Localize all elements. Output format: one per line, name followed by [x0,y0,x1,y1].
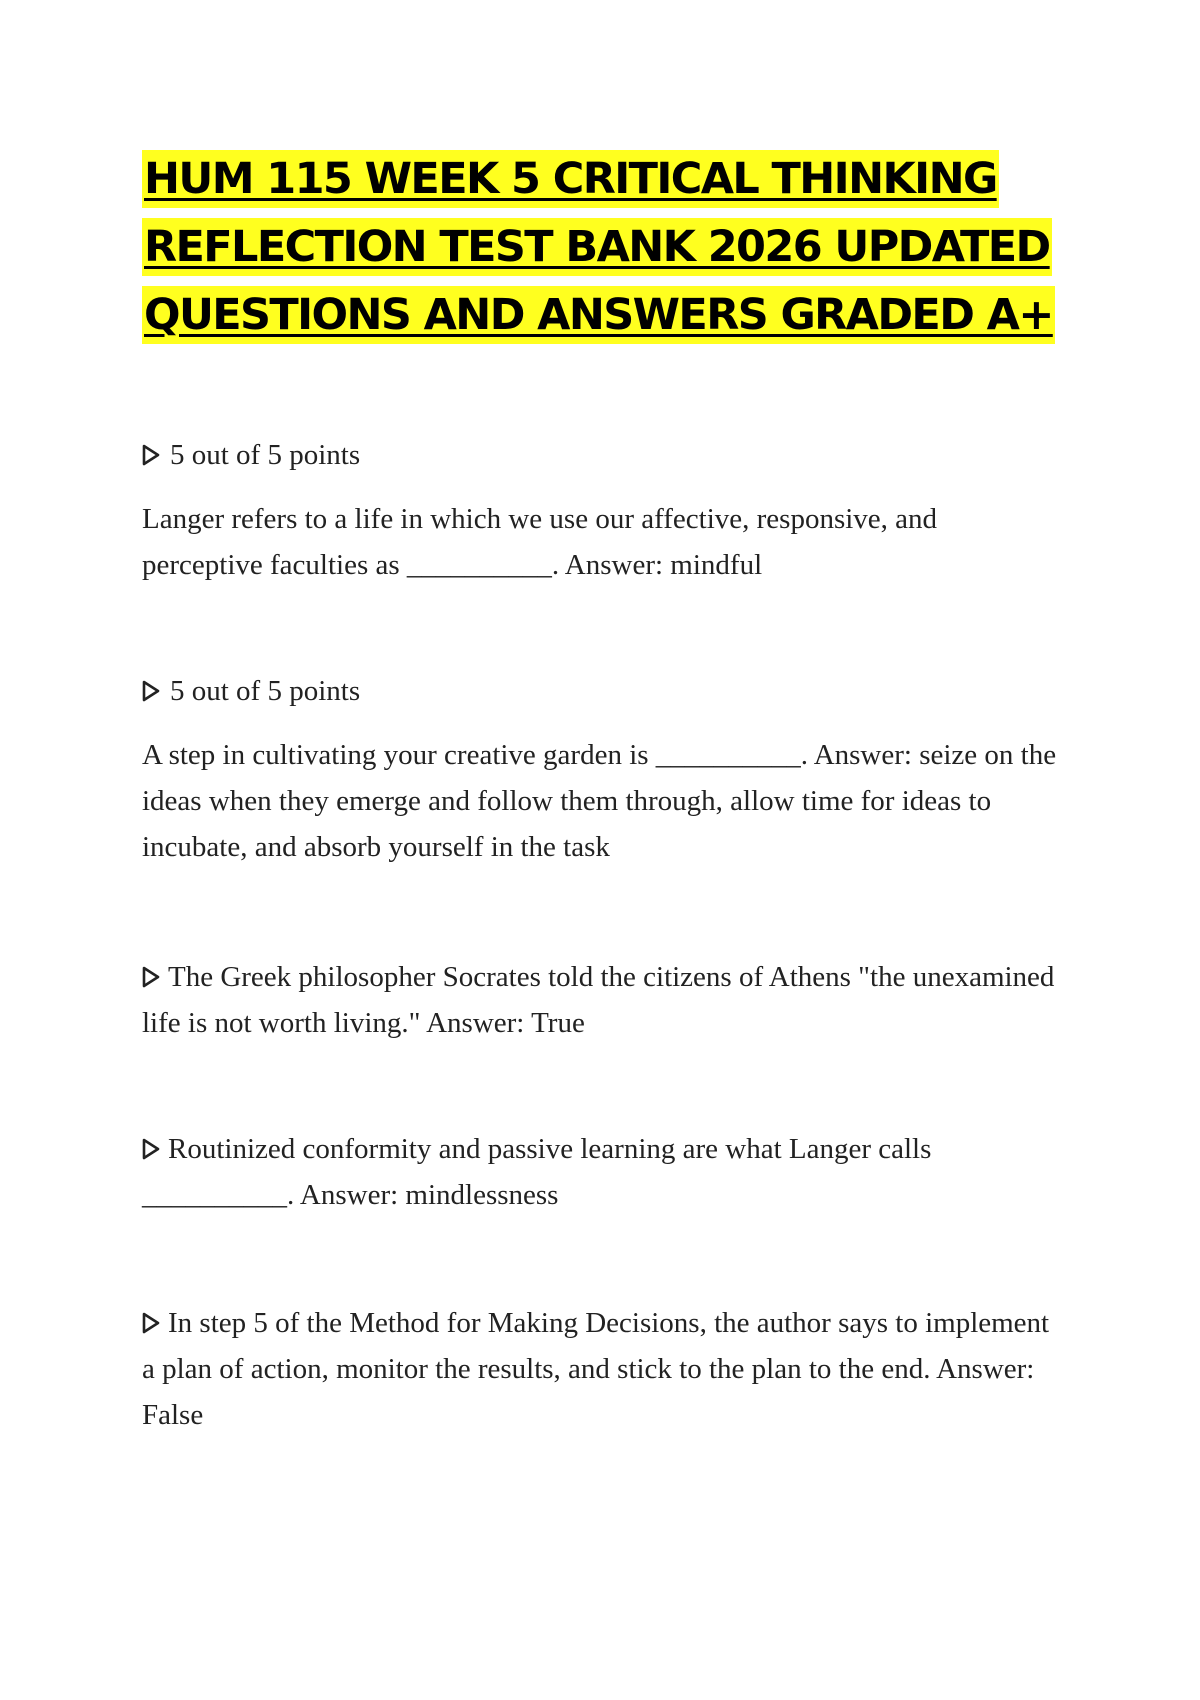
question-text: The Greek philosopher Socrates told the citizens of Athens "the unexamined life is not worth living." Answer: True [142,961,1055,1039]
document-title [142,150,1062,354]
title-line-3: QUESTIONS AND ANSWERS GRADED A+ [142,286,1055,344]
triangle-right-outline-icon [142,1311,160,1335]
triangle-right-outline-icon [142,443,160,467]
title-line-2: REFLECTION TEST BANK 2026 UPDATED [142,218,1052,276]
triangle-right-outline-icon [142,679,160,703]
question-text-wrap [142,1300,1062,1438]
question-item-2 [142,668,1062,870]
points-line [142,432,1062,478]
points-line [142,668,1062,714]
question-text-wrap [142,1126,1062,1218]
question-item-3 [142,954,1062,1046]
triangle-right-outline-icon [142,1137,160,1161]
question-text: Langer refers to a life in which we use our affective, responsive, and perceptive faculties as __________. Answer: mindful [142,503,938,581]
points-label: 5 out of 5 points [170,675,361,707]
question-item-4 [142,1126,1062,1218]
question-text: In step 5 of the Method for Making Decisions, the author says to implement a plan of action, monitor the results, and stick to the plan to the end. Answer: False [142,1307,1050,1431]
question-item-1 [142,432,1062,588]
points-label: 5 out of 5 points [170,439,361,471]
question-text-wrap [142,954,1062,1046]
title-line-1: HUM 115 WEEK 5 CRITICAL THINKING [142,150,999,208]
question-text: Routinized conformity and passive learning are what Langer calls __________. Answer: mindlessness [142,1133,932,1211]
triangle-right-outline-icon [142,965,160,989]
question-item-5 [142,1300,1062,1438]
question-text: A step in cultivating your creative garden is __________. Answer: seize on the ideas when they emerge and follow them through, allow time for ideas to incubate, and absorb yourself in the task [142,739,1057,863]
